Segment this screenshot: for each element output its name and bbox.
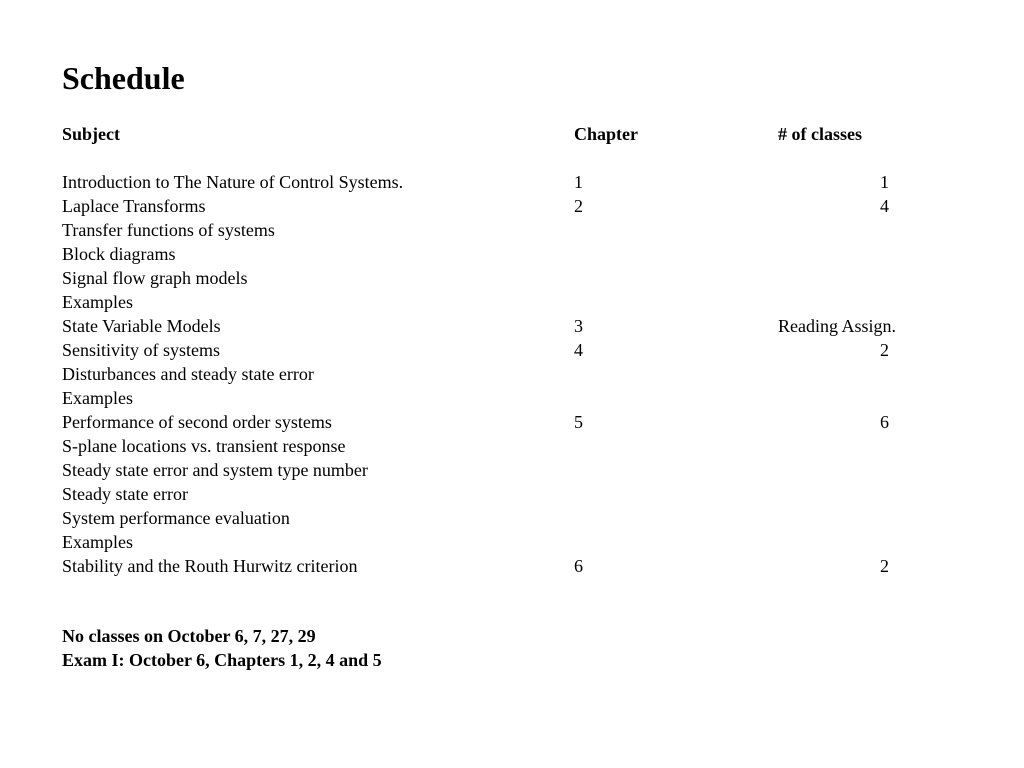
row-classes: 6: [880, 412, 889, 432]
note-no-classes: No classes on October 6, 7, 27, 29: [62, 626, 316, 646]
table-row: [62, 242, 962, 266]
row-classes: 2: [880, 556, 889, 576]
table-row: [62, 554, 962, 578]
row-classes: Reading Assign.: [778, 316, 897, 336]
row-subject: Performance of second order systems: [62, 412, 332, 432]
notes: [62, 624, 382, 672]
table-row: [62, 266, 962, 290]
row-subject: Transfer functions of systems: [62, 220, 275, 240]
schedule-table: [62, 170, 962, 578]
row-subject: Examples: [62, 532, 133, 552]
table-row: [62, 530, 962, 554]
table-row: [62, 338, 962, 362]
row-classes: 1: [880, 172, 889, 192]
note-exam: Exam I: October 6, Chapters 1, 2, 4 and 5: [62, 650, 382, 670]
row-subject: State Variable Models: [62, 316, 221, 336]
row-chapter: 3: [574, 316, 583, 336]
row-classes: 4: [880, 196, 889, 216]
table-row: [62, 506, 962, 530]
row-subject: Laplace Transforms: [62, 196, 206, 216]
row-chapter: 1: [574, 172, 583, 192]
row-subject: Block diagrams: [62, 244, 176, 264]
table-row: [62, 362, 962, 386]
row-chapter: 6: [574, 556, 583, 576]
row-subject: Examples: [62, 292, 133, 312]
row-subject: Sensitivity of systems: [62, 340, 221, 360]
row-subject: Examples: [62, 388, 133, 408]
row-subject: Disturbances and steady state error: [62, 364, 314, 384]
table-row: [62, 170, 962, 194]
row-chapter: 2: [574, 196, 583, 216]
row-subject: Steady state error and system type number: [62, 460, 368, 480]
header-classes: # of classes: [778, 124, 862, 144]
row-chapter: 5: [574, 412, 583, 432]
row-subject: S-plane locations vs. transient response: [62, 436, 346, 456]
row-subject: Steady state error: [62, 484, 188, 504]
table-row: [62, 434, 962, 458]
row-classes: 2: [880, 340, 889, 360]
table-row: [62, 194, 962, 218]
header-chapter: Chapter: [574, 124, 638, 144]
row-subject: Stability and the Routh Hurwitz criterion: [62, 556, 358, 576]
row-subject: System performance evaluation: [62, 508, 290, 528]
table-row: [62, 314, 962, 338]
table-header: [62, 122, 962, 146]
table-row: [62, 386, 962, 410]
table-row: [62, 410, 962, 434]
page-title: Schedule: [62, 60, 185, 96]
table-row: [62, 458, 962, 482]
table-row: [62, 218, 962, 242]
header-subject: Subject: [62, 124, 120, 144]
table-row: [62, 482, 962, 506]
table-row: [62, 290, 962, 314]
row-subject: Introduction to The Nature of Control Systems.: [62, 172, 404, 192]
row-subject: Signal flow graph models: [62, 268, 248, 288]
row-chapter: 4: [574, 340, 583, 360]
